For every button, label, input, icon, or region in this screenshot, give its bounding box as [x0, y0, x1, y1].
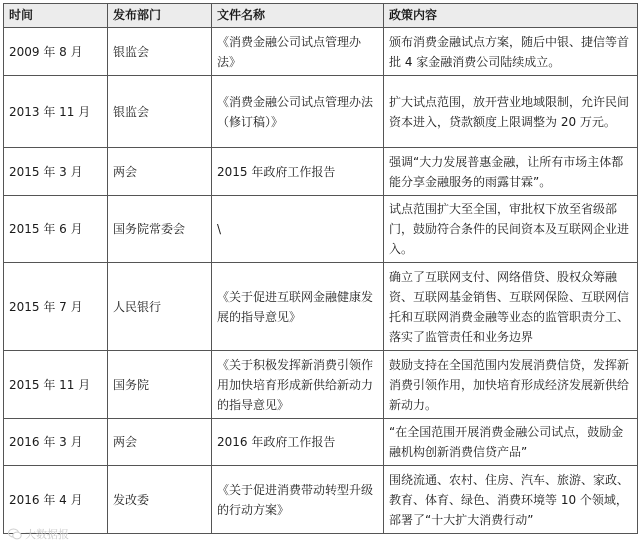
cell-file: 《消费金融公司试点管理办法（修订稿）》: [212, 76, 384, 148]
cell-content: 围绕流通、农村、住房、汽车、旅游、家政、教育、体育、绿色、消费环境等 10 个领域，部署了“十大扩大消费行动”: [384, 466, 638, 534]
cell-content: 确立了互联网支付、网络借贷、股权众筹融资、互联网基金销售、互联网保险、互联网信托和互联网消费金融等业态的监管职责分工、落实了监管责任和业务边界: [384, 263, 638, 351]
cell-dept: 人民银行: [108, 263, 212, 351]
header-file: 文件名称: [212, 4, 384, 28]
cell-file: 2015 年政府工作报告: [212, 148, 384, 196]
cell-dept: 发改委: [108, 466, 212, 534]
watermark: [8, 526, 69, 542]
wechat-logo-icon: [8, 528, 22, 540]
table-row: [4, 196, 638, 263]
cell-file: \: [212, 196, 384, 263]
cell-dept: 国务院常委会: [108, 196, 212, 263]
cell-dept: 国务院: [108, 351, 212, 419]
cell-time: 2015 年 11 月: [4, 351, 108, 419]
cell-time: 2009 年 8 月: [4, 28, 108, 76]
cell-content: 扩大试点范围，放开营业地域限制，允许民间资本进入，贷款额度上限调整为 20 万元。: [384, 76, 638, 148]
cell-time: 2015 年 6 月: [4, 196, 108, 263]
policy-table: [3, 3, 638, 534]
header-row: [4, 4, 638, 28]
cell-time: 2016 年 3 月: [4, 419, 108, 466]
cell-content: 强调“大力发展普惠金融，让所有市场主体都能分享金融服务的雨露甘霖”。: [384, 148, 638, 196]
header-content: 政策内容: [384, 4, 638, 28]
cell-content: 鼓励支持在全国范围内发展消费信贷，发挥新消费引领作用，加快培育形成经济发展新供给新动力。: [384, 351, 638, 419]
cell-time: 2015 年 7 月: [4, 263, 108, 351]
cell-dept: 两会: [108, 148, 212, 196]
watermark-text: 大数据报: [25, 528, 69, 541]
cell-file: 2016 年政府工作报告: [212, 419, 384, 466]
cell-content: 试点范围扩大至全国，审批权下放至省级部门，鼓励符合条件的民间资本及互联网企业进入。: [384, 196, 638, 263]
cell-file: 《消费金融公司试点管理办法》: [212, 28, 384, 76]
cell-dept: 两会: [108, 419, 212, 466]
table-row: [4, 351, 638, 419]
cell-content: 颁布消费金融试点方案，随后中银、捷信等首批 4 家金融消费公司陆续成立。: [384, 28, 638, 76]
cell-file: 《关于促进互联网金融健康发展的指导意见》: [212, 263, 384, 351]
table-row: [4, 148, 638, 196]
cell-dept: 银监会: [108, 76, 212, 148]
table-row: [4, 263, 638, 351]
cell-file: 《关于促进消费带动转型升级的行动方案》: [212, 466, 384, 534]
cell-dept: 银监会: [108, 28, 212, 76]
header-dept: 发布部门: [108, 4, 212, 28]
cell-content: “在全国范围开展消费金融公司试点，鼓励金融机构创新消费信贷产品”: [384, 419, 638, 466]
cell-time: 2016 年 4 月: [4, 466, 108, 534]
cell-time: 2013 年 11 月: [4, 76, 108, 148]
cell-time: 2015 年 3 月: [4, 148, 108, 196]
table-row: [4, 28, 638, 76]
table-row: [4, 419, 638, 466]
table-row: [4, 76, 638, 148]
header-time: 时间: [4, 4, 108, 28]
table-row: [4, 466, 638, 534]
cell-file: 《关于积极发挥新消费引领作用加快培育形成新供给新动力的指导意见》: [212, 351, 384, 419]
